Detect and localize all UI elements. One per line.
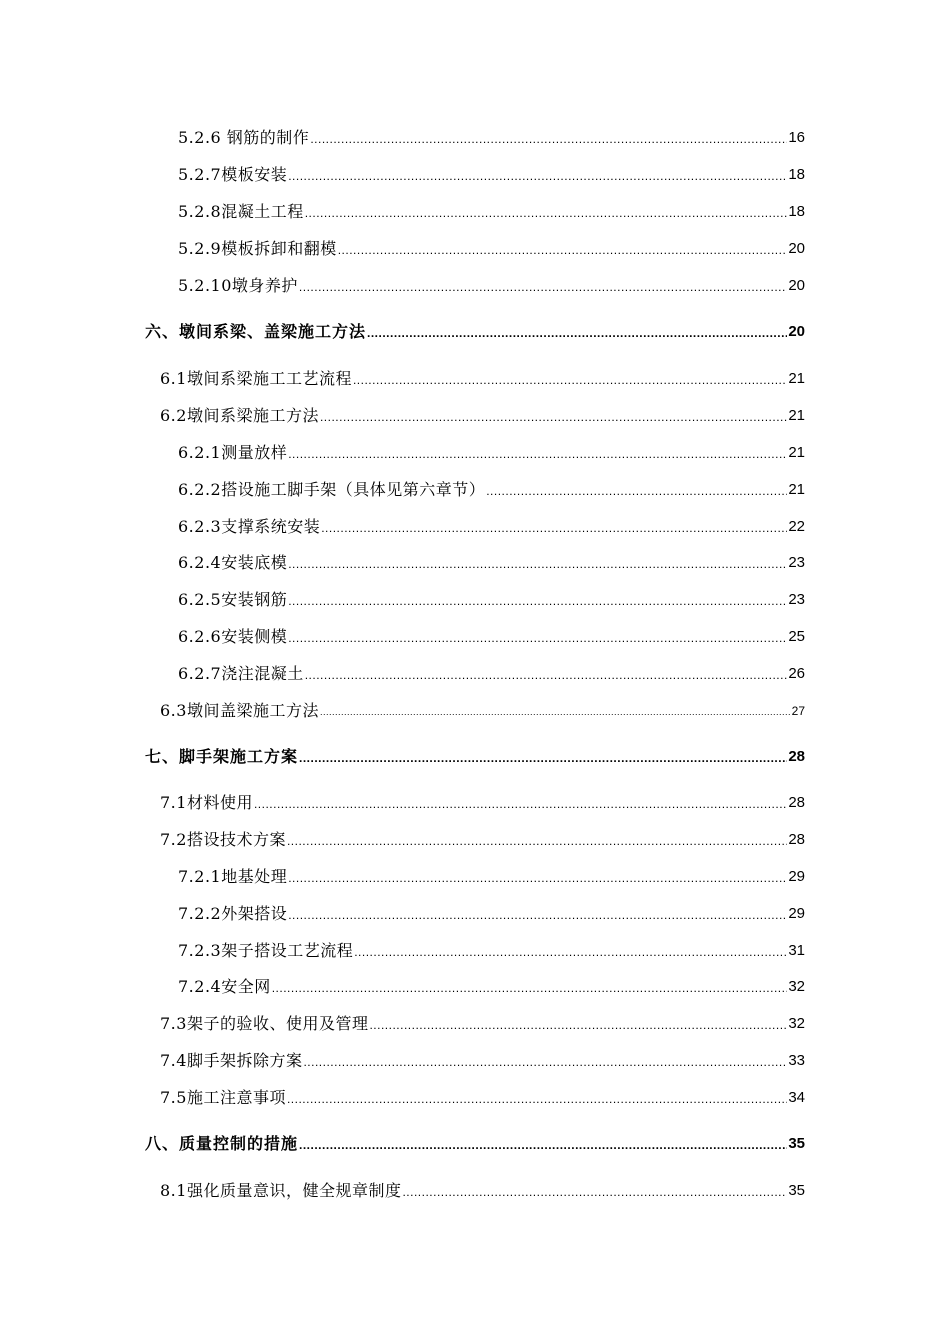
toc-leader-dots (254, 798, 787, 810)
toc-entry-title: 5.2.8混凝土工程 (178, 202, 304, 221)
toc-chapter-title: 八、质量控制的措施 (145, 1134, 299, 1153)
toc-chapter-6[interactable] (145, 320, 805, 344)
toc-entry-7-2-3[interactable] (178, 939, 805, 963)
toc-entry-title: 6.3墩间盖梁施工方法 (160, 701, 319, 720)
toc-entry-title: 5.2.7模板安装 (178, 165, 288, 184)
toc-entry-5-2-6[interactable] (178, 126, 805, 150)
toc-page-number: 33 (788, 1052, 805, 1069)
toc-entry-6-2[interactable] (160, 404, 805, 428)
toc-leader-dots (320, 411, 787, 423)
toc-entry-5-2-8[interactable] (178, 200, 805, 224)
toc-entry-title: 7.3架子的验收、使用及管理 (160, 1014, 369, 1033)
toc-chapter-8[interactable] (145, 1132, 805, 1156)
toc-entry-title: 6.2.2搭设施工脚手架（具体见第六章节） (178, 480, 486, 499)
toc-page-number: 29 (788, 905, 805, 922)
toc-entry-title: 7.1材料使用 (160, 793, 253, 812)
toc-leader-dots (354, 946, 787, 958)
toc-chapter-title: 七、脚手架施工方案 (145, 747, 299, 766)
toc-leader-dots (288, 448, 787, 460)
toc-entry-6-2-1[interactable] (178, 441, 805, 465)
toc-entry-title: 7.5施工注意事项 (160, 1088, 286, 1107)
toc-entry-7-2-2[interactable] (178, 902, 805, 926)
toc-page-number: 21 (788, 370, 805, 387)
toc-page-number: 28 (788, 794, 805, 811)
toc-page-number: 31 (788, 942, 805, 959)
toc-entry-title: 5.2.6 钢筋的制作 (178, 128, 310, 147)
toc-leader-dots (299, 1139, 787, 1151)
toc-entry-7-2-4[interactable] (178, 975, 805, 999)
toc-entry-8-1[interactable] (160, 1179, 805, 1203)
toc-leader-dots (272, 982, 788, 994)
toc-page-number: 20 (788, 277, 805, 294)
toc-leader-dots (288, 558, 787, 570)
toc-entry-6-2-3[interactable] (178, 515, 805, 539)
toc-leader-dots (338, 244, 788, 256)
toc-page-number: 21 (788, 444, 805, 461)
toc-entry-title: 6.2墩间系梁施工方法 (160, 406, 319, 425)
toc-entry-title: 6.2.6安装侧模 (178, 627, 288, 646)
toc-entry-title: 7.4脚手架拆除方案 (160, 1051, 303, 1070)
toc-entry-title: 7.2.2外架搭设 (178, 904, 288, 923)
toc-entry-7-2-1[interactable] (178, 865, 805, 889)
toc-leader-dots (288, 909, 787, 921)
toc-leader-dots (320, 706, 791, 718)
toc-leader-dots (303, 1056, 787, 1068)
toc-entry-6-1[interactable] (160, 367, 805, 391)
toc-page-number: 18 (788, 203, 805, 220)
toc-leader-dots (305, 669, 788, 681)
toc-leader-dots (486, 485, 787, 497)
toc-entry-title: 7.2搭设技术方案 (160, 830, 286, 849)
toc-leader-dots (402, 1186, 787, 1198)
toc-leader-dots (353, 374, 787, 386)
toc-leader-dots (310, 133, 787, 145)
toc-entry-6-2-6[interactable] (178, 625, 805, 649)
toc-page-number: 29 (788, 868, 805, 885)
toc-entry-title: 5.2.10墩身养护 (178, 276, 298, 295)
toc-page-number: 28 (788, 748, 805, 765)
toc-page-number: 22 (788, 518, 805, 535)
toc-leader-dots (369, 1019, 787, 1031)
toc-page-number: 16 (788, 129, 805, 146)
toc-entry-6-2-5[interactable] (178, 588, 805, 612)
toc-page-number: 23 (788, 591, 805, 608)
toc-page-number: 28 (788, 831, 805, 848)
toc-page-number: 35 (788, 1182, 805, 1199)
toc-entry-title: 7.2.4安全网 (178, 977, 271, 996)
toc-chapter-7[interactable] (145, 745, 805, 769)
toc-page-number: 32 (788, 1015, 805, 1032)
toc-entry-title: 6.2.4安装底模 (178, 553, 288, 572)
toc-entry-7-4[interactable] (160, 1049, 805, 1073)
toc-entry-7-5[interactable] (160, 1086, 805, 1110)
toc-leader-dots (299, 752, 787, 764)
toc-page-number: 25 (788, 628, 805, 645)
toc-entry-title: 6.2.5安装钢筋 (178, 590, 288, 609)
toc-leader-dots (299, 281, 787, 293)
toc-leader-dots (287, 1093, 787, 1105)
toc-entry-7-3[interactable] (160, 1012, 805, 1036)
toc-page-number: 23 (788, 554, 805, 571)
toc-entry-5-2-7[interactable] (178, 163, 805, 187)
toc-entry-title: 7.2.3架子搭设工艺流程 (178, 941, 354, 960)
toc-page-number: 20 (788, 323, 805, 340)
toc-leader-dots (288, 595, 787, 607)
toc-page-number: 27 (791, 704, 805, 718)
toc-page-number: 34 (788, 1089, 805, 1106)
toc-page-number: 32 (788, 978, 805, 995)
toc-entry-title: 5.2.9模板拆卸和翻模 (178, 239, 337, 258)
toc-entry-title: 6.1墩间系梁施工工艺流程 (160, 369, 352, 388)
toc-entry-7-1[interactable] (160, 791, 805, 815)
toc-entry-title: 6.2.1测量放样 (178, 443, 288, 462)
toc-entry-6-3[interactable] (160, 699, 805, 723)
toc-page-number: 26 (788, 665, 805, 682)
toc-page-number: 21 (788, 407, 805, 424)
toc-chapter-title: 六、墩间系梁、盖梁施工方法 (145, 322, 367, 341)
toc-page-number: 21 (788, 481, 805, 498)
toc-leader-dots (288, 872, 787, 884)
toc-page-number: 18 (788, 166, 805, 183)
toc-entry-title: 6.2.7浇注混凝土 (178, 664, 304, 683)
toc-leader-dots (287, 835, 787, 847)
toc-entry-6-2-7[interactable] (178, 662, 805, 686)
toc-entry-5-2-10[interactable] (178, 274, 805, 298)
toc-entry-title: 7.2.1地基处理 (178, 867, 288, 886)
toc-leader-dots (288, 632, 787, 644)
toc-entry-title: 8.1强化质量意识，健全规章制度 (160, 1181, 402, 1200)
toc-entry-6-2-4[interactable] (178, 551, 805, 575)
toc-entry-7-2[interactable] (160, 828, 805, 852)
toc-page-number: 35 (788, 1135, 805, 1152)
toc-leader-dots (305, 207, 788, 219)
toc-entry-5-2-9[interactable] (178, 237, 805, 261)
toc-leader-dots (288, 170, 787, 182)
toc-entry-title: 6.2.3支撑系统安装 (178, 517, 321, 536)
toc-page-number: 20 (788, 240, 805, 257)
toc-leader-dots (367, 327, 787, 339)
toc-entry-6-2-2[interactable] (178, 478, 805, 502)
toc-leader-dots (321, 522, 787, 534)
